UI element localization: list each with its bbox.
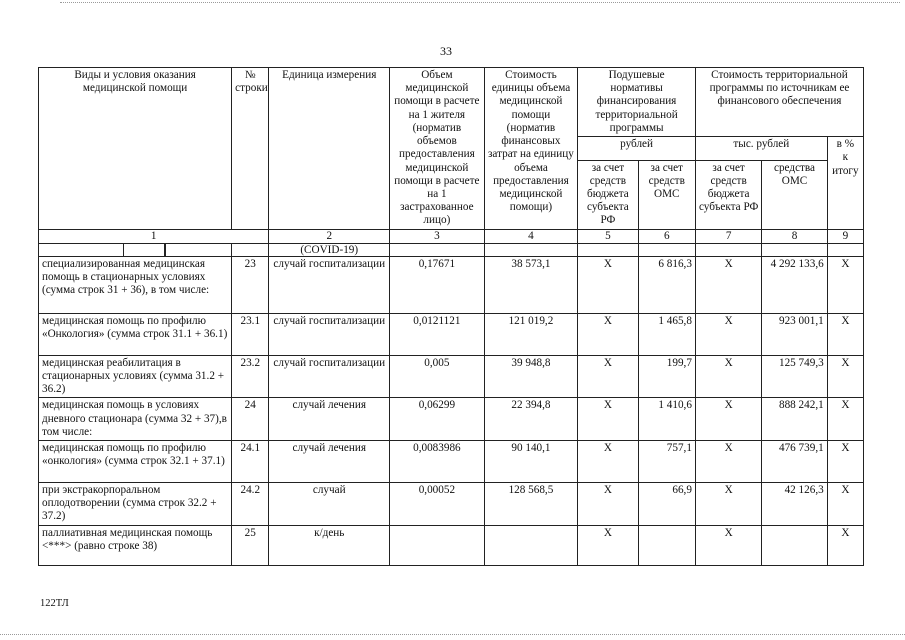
row-name: паллиативная медицинская помощь <***> (равно строке 38) (39, 525, 232, 565)
table-row (39, 256, 864, 313)
row-unit: случай лечения (269, 398, 390, 441)
continued-row-fragment (39, 243, 232, 256)
column-number: 3 (390, 229, 485, 243)
row-total-oms: 923 001,1 (762, 313, 827, 355)
row-per-capita-oms (638, 525, 695, 565)
header-percent-label: к итогу (832, 151, 859, 177)
table-row (39, 440, 864, 482)
row-unit: случай госпитализации (269, 355, 390, 398)
row-cost: 22 394,8 (484, 398, 578, 441)
row-percent: Х (827, 398, 863, 441)
table-row (39, 482, 864, 525)
row-unit: случай (269, 482, 390, 525)
row-unit: случай госпитализации (269, 313, 390, 355)
row-number: 23 (232, 256, 269, 313)
row-number: 23.1 (232, 313, 269, 355)
row-volume: 0,06299 (390, 398, 485, 441)
header-total-cost: Стоимость территориальной программы по источникам ее финансового обеспечения (695, 68, 863, 137)
header-row-no: № строки (232, 68, 269, 230)
row-percent: Х (827, 440, 863, 482)
row-volume (390, 525, 485, 565)
row-per-capita-oms: 757,1 (638, 440, 695, 482)
column-number: 4 (484, 229, 578, 243)
row-cost: 128 568,5 (484, 482, 578, 525)
row-number: 23.2 (232, 355, 269, 398)
row-volume: 0,17671 (390, 256, 485, 313)
column-number: 8 (762, 229, 827, 243)
row-percent: Х (827, 482, 863, 525)
row-name: при экстракорпоральном оплодотворении (сумма строк 32.2 + 37.2) (39, 482, 232, 525)
row-per-capita-budget: Х (578, 440, 638, 482)
row-cost: 38 573,1 (484, 256, 578, 313)
row-per-capita-oms: 1 410,6 (638, 398, 695, 441)
row-name: медицинская помощь в условиях дневного стационара (сумма 32 + 37),в том числе: (39, 398, 232, 441)
row-total-budget: Х (695, 482, 761, 525)
row-per-capita-budget: Х (578, 398, 638, 441)
row-cost (484, 525, 578, 565)
header-per-capita: Подушевые нормативы финансирования территориальной программы (578, 68, 696, 137)
row-percent: Х (827, 256, 863, 313)
header-total-unit: тыс. рублей (695, 137, 827, 160)
column-number: 5 (578, 229, 638, 243)
header-percent (827, 137, 863, 230)
row-number: 24.2 (232, 482, 269, 525)
row-volume: 0,005 (390, 355, 485, 398)
header-per-capita-budget: за счет средств бюджета субъекта РФ (578, 160, 638, 229)
header-percent-sign: в % (836, 138, 855, 151)
table-row (39, 525, 864, 565)
row-per-capita-budget: Х (578, 482, 638, 525)
page-number: 33 (440, 44, 452, 58)
scan-artifact-bottom (0, 634, 905, 635)
header-per-capita-unit: рублей (578, 137, 696, 160)
row-cost: 39 948,8 (484, 355, 578, 398)
row-total-oms: 888 242,1 (762, 398, 827, 441)
header-cost: Стоимость единицы объема медицинской помощи (норматив финансовых затрат на единицу объема предоставления медицинской помощи) (484, 68, 578, 230)
row-unit: случай лечения (269, 440, 390, 482)
scan-artifact-top (60, 2, 900, 3)
row-total-budget: Х (695, 256, 761, 313)
row-cost: 121 019,2 (484, 313, 578, 355)
row-per-capita-oms: 6 816,3 (638, 256, 695, 313)
tariff-table (38, 67, 864, 566)
column-number: 7 (695, 229, 761, 243)
row-total-budget: Х (695, 313, 761, 355)
row-per-capita-budget: Х (578, 313, 638, 355)
row-total-budget: Х (695, 398, 761, 441)
row-total-oms: 42 126,3 (762, 482, 827, 525)
row-volume: 0,00052 (390, 482, 485, 525)
column-number: 1 (39, 229, 269, 243)
row-name: специализированная медицинская помощь в стационарных условиях (сумма строк 31 + 36), в том числе: (39, 256, 232, 313)
row-per-capita-oms: 199,7 (638, 355, 695, 398)
row-volume: 0,0083986 (390, 440, 485, 482)
row-name: медицинская реабилитация в стационарных условиях (сумма 31.2 + 36.2) (39, 355, 232, 398)
row-cost: 90 140,1 (484, 440, 578, 482)
table-row (39, 313, 864, 355)
header-total-oms: средства ОМС (762, 160, 827, 229)
row-per-capita-oms: 1 465,8 (638, 313, 695, 355)
row-volume: 0,0121121 (390, 313, 485, 355)
row-total-oms (762, 525, 827, 565)
row-percent: Х (827, 525, 863, 565)
table-row (39, 355, 864, 398)
row-total-budget: Х (695, 440, 761, 482)
row-per-capita-budget: Х (578, 256, 638, 313)
row-per-capita-budget: Х (578, 525, 638, 565)
row-name: медицинская помощь по профилю «онкология» (сумма строк 32.1 + 37.1) (39, 440, 232, 482)
row-total-oms: 476 739,1 (762, 440, 827, 482)
row-name: медицинская помощь по профилю «Онкология» (сумма строк 31.1 + 36.1) (39, 313, 232, 355)
continued-unit: (COVID-19) (269, 243, 390, 256)
header-total-budget: за счет средств бюджета субъекта РФ (695, 160, 761, 229)
row-percent: Х (827, 355, 863, 398)
row-number: 25 (232, 525, 269, 565)
row-total-oms: 125 749,3 (762, 355, 827, 398)
row-total-budget: Х (695, 525, 761, 565)
row-number: 24 (232, 398, 269, 441)
row-total-budget: Х (695, 355, 761, 398)
footer-code: 122ТЛ (40, 598, 69, 609)
row-unit: случай госпитализации (269, 256, 390, 313)
row-number: 24.1 (232, 440, 269, 482)
header-unit: Единица измерения (269, 68, 390, 230)
row-percent: Х (827, 313, 863, 355)
table-row (39, 398, 864, 441)
header-volume: Объем медицинской помощи в расчете на 1 жителя (норматив объемов предоставления медицинской помощи в расчете на 1 застрахованное лицо) (390, 68, 485, 230)
row-per-capita-oms: 66,9 (638, 482, 695, 525)
column-number: 6 (638, 229, 695, 243)
row-unit: к/день (269, 525, 390, 565)
column-number: 9 (827, 229, 863, 243)
header-per-capita-oms: за счет средств ОМС (638, 160, 695, 229)
header-types: Виды и условия оказания медицинской помощи (39, 68, 232, 230)
row-per-capita-budget: Х (578, 355, 638, 398)
row-total-oms: 4 292 133,6 (762, 256, 827, 313)
column-number: 2 (269, 229, 390, 243)
